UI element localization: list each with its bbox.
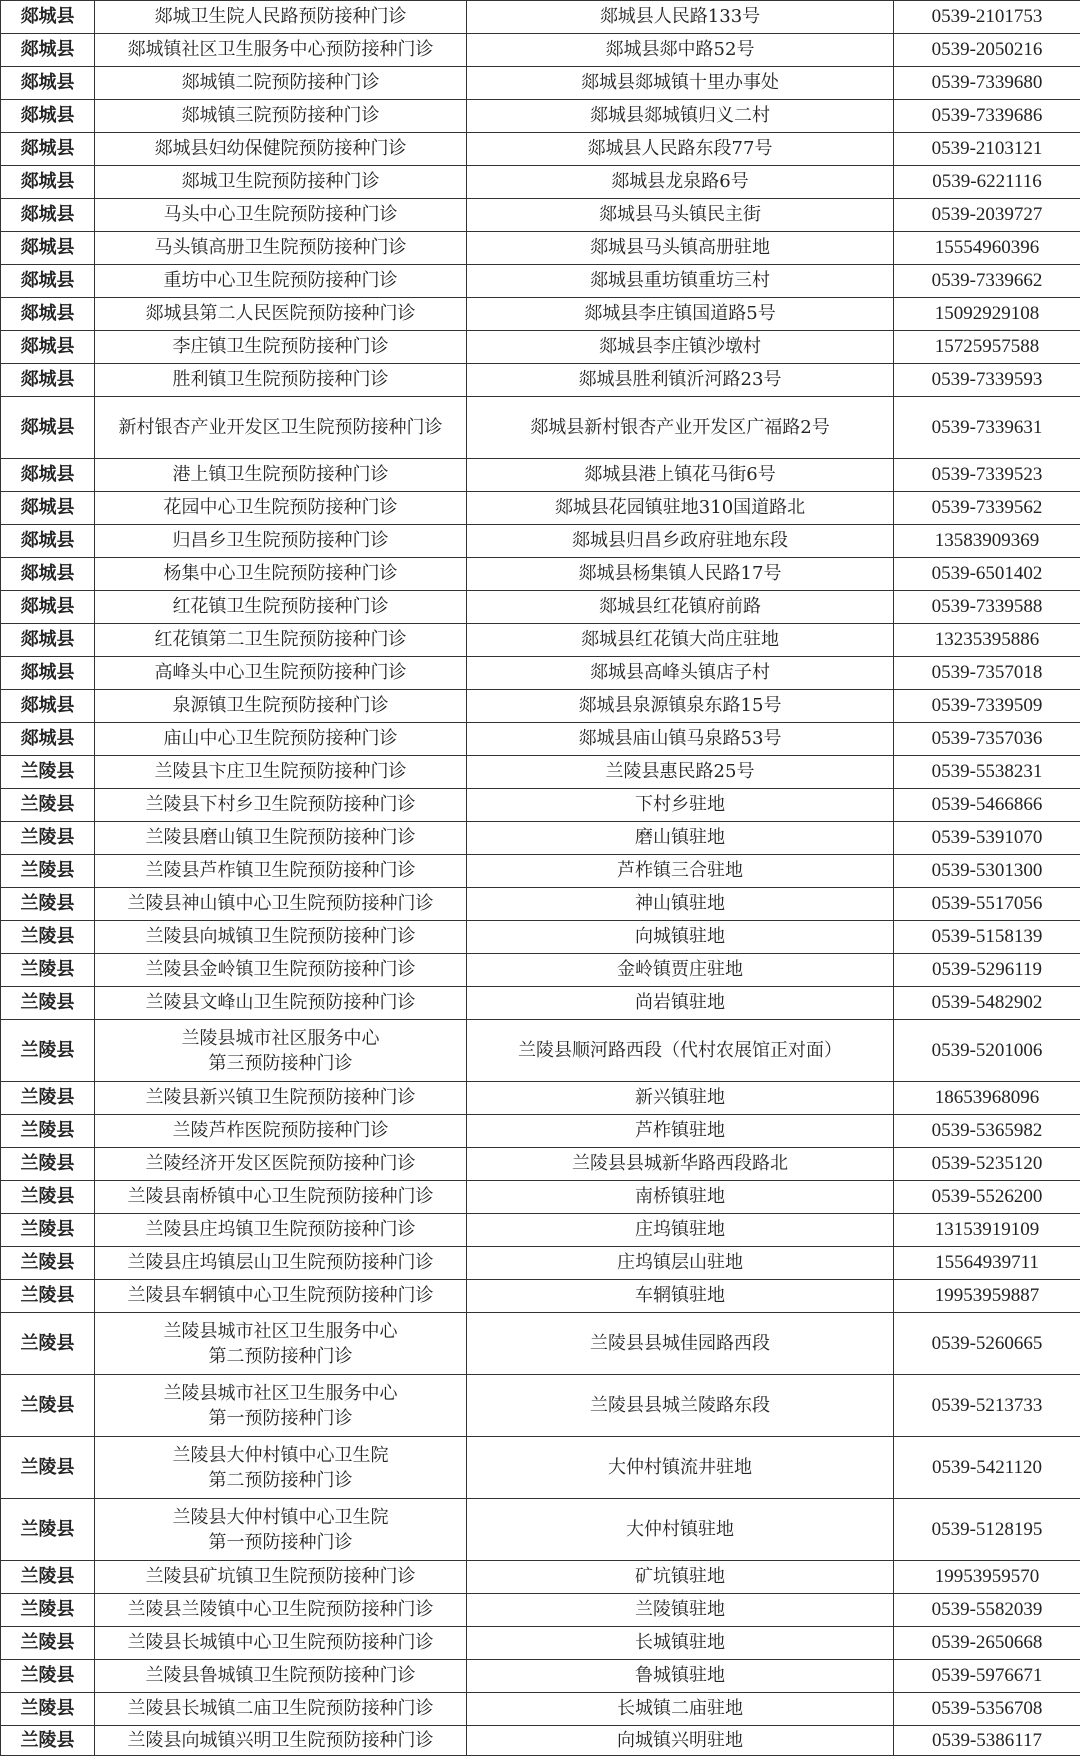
- clinic-name-cell: 兰陵县神山镇中心卫生院预防接种门诊: [95, 888, 467, 921]
- county-cell: 兰陵县: [1, 1214, 95, 1247]
- clinic-name-cell: 红花镇第二卫生院预防接种门诊: [95, 624, 467, 657]
- phone-cell: 0539-5386117: [894, 1726, 1080, 1756]
- county-cell: 郯城县: [1, 525, 95, 558]
- county-cell: 郯城县: [1, 364, 95, 397]
- address-cell: 郯城县高峰头镇店子村: [467, 657, 894, 690]
- clinic-name-cell: [95, 1313, 467, 1375]
- phone-cell: 0539-5213733: [894, 1375, 1080, 1437]
- address-cell: 庄坞镇层山驻地: [467, 1247, 894, 1280]
- clinic-name-cell: 兰陵经济开发区医院预防接种门诊: [95, 1148, 467, 1181]
- clinic-name-cell: 归昌乡卫生院预防接种门诊: [95, 525, 467, 558]
- address-cell: 郯城县龙泉路6号: [467, 166, 894, 199]
- clinic-name-cell: 郯城镇社区卫生服务中心预防接种门诊: [95, 34, 467, 67]
- table-row: [1, 954, 1080, 987]
- table-row: [1, 525, 1080, 558]
- phone-cell: 0539-5976671: [894, 1660, 1080, 1693]
- clinic-name-line: 第二预防接种门诊: [208, 1469, 353, 1491]
- clinic-name-cell: 马头中心卫生院预防接种门诊: [95, 199, 467, 232]
- phone-cell: 13583909369: [894, 525, 1080, 558]
- county-cell: 兰陵县: [1, 1313, 95, 1375]
- table-row: [1, 1693, 1080, 1726]
- phone-cell: 0539-5128195: [894, 1499, 1080, 1561]
- address-cell: 兰陵县县城佳园路西段: [467, 1313, 894, 1375]
- address-cell: 郯城县泉源镇泉东路15号: [467, 690, 894, 723]
- clinic-name-cell: 兰陵县长城镇二庙卫生院预防接种门诊: [95, 1693, 467, 1726]
- phone-cell: 13235395886: [894, 624, 1080, 657]
- address-cell: 郯城县人民路133号: [467, 1, 894, 34]
- phone-cell: 15725957588: [894, 331, 1080, 364]
- table-row: [1, 1, 1080, 34]
- table-row: [1, 1499, 1080, 1561]
- county-cell: 郯城县: [1, 199, 95, 232]
- address-cell: 郯城县杨集镇人民路17号: [467, 558, 894, 591]
- table-row: [1, 364, 1080, 397]
- clinic-name-cell: 郯城卫生院人民路预防接种门诊: [95, 1, 467, 34]
- table-row: [1, 624, 1080, 657]
- phone-cell: 15554960396: [894, 232, 1080, 265]
- phone-cell: 0539-5296119: [894, 954, 1080, 987]
- address-cell: 庄坞镇驻地: [467, 1214, 894, 1247]
- county-cell: 兰陵县: [1, 954, 95, 987]
- clinic-name-cell: 兰陵县磨山镇卫生院预防接种门诊: [95, 822, 467, 855]
- table-row: [1, 657, 1080, 690]
- phone-cell: 18653968096: [894, 1082, 1080, 1115]
- clinic-name-cell: 兰陵县向城镇兴明卫生院预防接种门诊: [95, 1726, 467, 1756]
- table-row: [1, 1247, 1080, 1280]
- table-row: [1, 459, 1080, 492]
- county-cell: 兰陵县: [1, 1594, 95, 1627]
- address-cell: 尚岩镇驻地: [467, 987, 894, 1020]
- clinic-name-cell: 兰陵县卞庄卫生院预防接种门诊: [95, 756, 467, 789]
- phone-cell: 0539-7339686: [894, 100, 1080, 133]
- table-row: [1, 1082, 1080, 1115]
- clinic-name-line: 第一预防接种门诊: [208, 1407, 353, 1429]
- county-cell: 郯城县: [1, 657, 95, 690]
- clinic-name-line: 第二预防接种门诊: [208, 1345, 353, 1367]
- table-row: [1, 1594, 1080, 1627]
- table-row: [1, 591, 1080, 624]
- table-row: [1, 265, 1080, 298]
- county-cell: 郯城县: [1, 265, 95, 298]
- address-cell: 郯城县李庄镇国道路5号: [467, 298, 894, 331]
- address-cell: 矿坑镇驻地: [467, 1561, 894, 1594]
- table-row: [1, 987, 1080, 1020]
- phone-cell: 0539-5538231: [894, 756, 1080, 789]
- phone-cell: 0539-5582039: [894, 1594, 1080, 1627]
- phone-cell: 0539-5466866: [894, 789, 1080, 822]
- table-row: [1, 133, 1080, 166]
- address-cell: 下村乡驻地: [467, 789, 894, 822]
- address-cell: 郯城县红花镇府前路: [467, 591, 894, 624]
- county-cell: 兰陵县: [1, 1247, 95, 1280]
- table-row: [1, 1437, 1080, 1499]
- clinic-name-line: 兰陵县城市社区卫生服务中心: [163, 1320, 398, 1342]
- address-cell: 兰陵县县城新华路西段路北: [467, 1148, 894, 1181]
- county-cell: 兰陵县: [1, 1375, 95, 1437]
- clinic-name-cell: 郯城县妇幼保健院预防接种门诊: [95, 133, 467, 166]
- table-row: [1, 1561, 1080, 1594]
- clinic-name-cell: 兰陵县庄坞镇卫生院预防接种门诊: [95, 1214, 467, 1247]
- table-row: [1, 1020, 1080, 1082]
- clinic-name-cell: 郯城卫生院预防接种门诊: [95, 166, 467, 199]
- clinic-name-cell: 兰陵县鲁城镇卫生院预防接种门诊: [95, 1660, 467, 1693]
- table-row: [1, 558, 1080, 591]
- phone-cell: 0539-7339680: [894, 67, 1080, 100]
- table-row: [1, 34, 1080, 67]
- address-cell: 郯城县胜利镇沂河路23号: [467, 364, 894, 397]
- address-cell: 郯城县归昌乡政府驻地东段: [467, 525, 894, 558]
- address-cell: 郯城县人民路东段77号: [467, 133, 894, 166]
- county-cell: 郯城县: [1, 133, 95, 166]
- address-cell: 向城镇兴明驻地: [467, 1726, 894, 1756]
- table-row: [1, 166, 1080, 199]
- phone-cell: 0539-7339662: [894, 265, 1080, 298]
- address-cell: 兰陵县惠民路25号: [467, 756, 894, 789]
- table-row: [1, 1627, 1080, 1660]
- table-row: [1, 199, 1080, 232]
- clinic-name-cell: 兰陵县车辋镇中心卫生院预防接种门诊: [95, 1280, 467, 1313]
- county-cell: 兰陵县: [1, 921, 95, 954]
- clinic-name-cell: 港上镇卫生院预防接种门诊: [95, 459, 467, 492]
- table-row: [1, 789, 1080, 822]
- clinic-name-cell: 红花镇卫生院预防接种门诊: [95, 591, 467, 624]
- clinic-name-cell: 花园中心卫生院预防接种门诊: [95, 492, 467, 525]
- phone-cell: 0539-2103121: [894, 133, 1080, 166]
- county-cell: 郯城县: [1, 690, 95, 723]
- address-cell: 大仲村镇流井驻地: [467, 1437, 894, 1499]
- table-row: [1, 232, 1080, 265]
- address-cell: 郯城县马头镇高册驻地: [467, 232, 894, 265]
- address-cell: 芦柞镇三合驻地: [467, 855, 894, 888]
- address-cell: 兰陵县顺河路西段（代村农展馆正对面）: [467, 1020, 894, 1082]
- phone-cell: 0539-5526200: [894, 1181, 1080, 1214]
- table-row: [1, 822, 1080, 855]
- table-row: [1, 690, 1080, 723]
- table-row: [1, 1726, 1080, 1756]
- clinic-name-cell: 兰陵芦柞医院预防接种门诊: [95, 1115, 467, 1148]
- clinic-name-line: 兰陵县大仲村镇中心卫生院: [172, 1506, 389, 1528]
- clinic-name-cell: 兰陵县下村乡卫生院预防接种门诊: [95, 789, 467, 822]
- phone-cell: 0539-2050216: [894, 34, 1080, 67]
- address-cell: 长城镇驻地: [467, 1627, 894, 1660]
- table-row: [1, 1214, 1080, 1247]
- table-row: [1, 723, 1080, 756]
- table-row: [1, 1181, 1080, 1214]
- phone-cell: 0539-5260665: [894, 1313, 1080, 1375]
- clinic-name-line: 第一预防接种门诊: [208, 1531, 353, 1553]
- county-cell: 郯城县: [1, 166, 95, 199]
- address-cell: 鲁城镇驻地: [467, 1660, 894, 1693]
- clinic-name-cell: 兰陵县矿坑镇卫生院预防接种门诊: [95, 1561, 467, 1594]
- phone-cell: 0539-7339631: [894, 397, 1080, 459]
- county-cell: 兰陵县: [1, 1499, 95, 1561]
- address-cell: 金岭镇贾庄驻地: [467, 954, 894, 987]
- clinic-name-cell: 庙山中心卫生院预防接种门诊: [95, 723, 467, 756]
- clinic-name-line: 兰陵县城市社区服务中心: [181, 1027, 380, 1049]
- address-cell: 郯城县红花镇大尚庄驻地: [467, 624, 894, 657]
- county-cell: 郯城县: [1, 591, 95, 624]
- county-cell: 郯城县: [1, 67, 95, 100]
- address-cell: 大仲村镇驻地: [467, 1499, 894, 1561]
- address-cell: 南桥镇驻地: [467, 1181, 894, 1214]
- phone-cell: 0539-5356708: [894, 1693, 1080, 1726]
- phone-cell: 0539-2039727: [894, 199, 1080, 232]
- county-cell: 兰陵县: [1, 1148, 95, 1181]
- clinic-name-line: 第三预防接种门诊: [208, 1052, 353, 1074]
- county-cell: 兰陵县: [1, 1693, 95, 1726]
- address-cell: 郯城县新村银杏产业开发区广福路2号: [467, 397, 894, 459]
- address-cell: 长城镇二庙驻地: [467, 1693, 894, 1726]
- address-cell: 郯城县重坊镇重坊三村: [467, 265, 894, 298]
- phone-cell: 0539-2101753: [894, 1, 1080, 34]
- county-cell: 兰陵县: [1, 756, 95, 789]
- table-row: [1, 1660, 1080, 1693]
- address-cell: 郯城县港上镇花马街6号: [467, 459, 894, 492]
- table-row: [1, 298, 1080, 331]
- clinic-name-cell: 兰陵县文峰山卫生院预防接种门诊: [95, 987, 467, 1020]
- county-cell: 兰陵县: [1, 1437, 95, 1499]
- county-cell: 郯城县: [1, 624, 95, 657]
- clinic-name-line: 兰陵县大仲村镇中心卫生院: [172, 1444, 389, 1466]
- county-cell: 郯城县: [1, 397, 95, 459]
- clinic-name-cell: 重坊中心卫生院预防接种门诊: [95, 265, 467, 298]
- clinic-name-cell: 胜利镇卫生院预防接种门诊: [95, 364, 467, 397]
- address-cell: 郯城县郯中路52号: [467, 34, 894, 67]
- address-cell: 芦柞镇驻地: [467, 1115, 894, 1148]
- address-cell: 郯城县庙山镇马泉路53号: [467, 723, 894, 756]
- county-cell: 兰陵县: [1, 1181, 95, 1214]
- clinic-name-cell: 兰陵县兰陵镇中心卫生院预防接种门诊: [95, 1594, 467, 1627]
- clinic-name-cell: 兰陵县庄坞镇层山卫生院预防接种门诊: [95, 1247, 467, 1280]
- phone-cell: 0539-2650668: [894, 1627, 1080, 1660]
- phone-cell: 19953959570: [894, 1561, 1080, 1594]
- county-cell: 兰陵县: [1, 1082, 95, 1115]
- clinic-name-cell: [95, 1375, 467, 1437]
- table-row: [1, 756, 1080, 789]
- county-cell: 郯城县: [1, 34, 95, 67]
- table-row: [1, 397, 1080, 459]
- address-cell: 郯城县郯城镇十里办事处: [467, 67, 894, 100]
- phone-cell: 13153919109: [894, 1214, 1080, 1247]
- clinic-name-line: 兰陵县城市社区卫生服务中心: [163, 1382, 398, 1404]
- county-cell: 兰陵县: [1, 822, 95, 855]
- phone-cell: 0539-5301300: [894, 855, 1080, 888]
- clinic-name-cell: [95, 1020, 467, 1082]
- phone-cell: 0539-5365982: [894, 1115, 1080, 1148]
- clinic-name-cell: 李庄镇卫生院预防接种门诊: [95, 331, 467, 364]
- clinic-name-cell: 兰陵县南桥镇中心卫生院预防接种门诊: [95, 1181, 467, 1214]
- address-cell: 新兴镇驻地: [467, 1082, 894, 1115]
- table-row: [1, 1280, 1080, 1313]
- county-cell: 郯城县: [1, 558, 95, 591]
- table-row: [1, 1115, 1080, 1148]
- phone-cell: 0539-5235120: [894, 1148, 1080, 1181]
- county-cell: 兰陵县: [1, 987, 95, 1020]
- county-cell: 兰陵县: [1, 789, 95, 822]
- address-cell: 郯城县李庄镇沙墩村: [467, 331, 894, 364]
- county-cell: 郯城县: [1, 723, 95, 756]
- clinic-name-cell: 兰陵县向城镇卫生院预防接种门诊: [95, 921, 467, 954]
- phone-cell: 0539-7339593: [894, 364, 1080, 397]
- county-cell: 兰陵县: [1, 1627, 95, 1660]
- phone-cell: 0539-7339588: [894, 591, 1080, 624]
- clinic-name-cell: 泉源镇卫生院预防接种门诊: [95, 690, 467, 723]
- phone-cell: 0539-5158139: [894, 921, 1080, 954]
- table-row: [1, 67, 1080, 100]
- table-row: [1, 855, 1080, 888]
- county-cell: 兰陵县: [1, 1280, 95, 1313]
- phone-cell: 15564939711: [894, 1247, 1080, 1280]
- address-cell: 郯城县马头镇民主街: [467, 199, 894, 232]
- phone-cell: 0539-5391070: [894, 822, 1080, 855]
- county-cell: 兰陵县: [1, 1561, 95, 1594]
- clinic-name-cell: 新村银杏产业开发区卫生院预防接种门诊: [95, 397, 467, 459]
- phone-cell: 0539-7339562: [894, 492, 1080, 525]
- phone-cell: 0539-7357018: [894, 657, 1080, 690]
- phone-cell: 0539-5482902: [894, 987, 1080, 1020]
- clinic-name-cell: 郯城镇二院预防接种门诊: [95, 67, 467, 100]
- county-cell: 郯城县: [1, 232, 95, 265]
- county-cell: 郯城县: [1, 1, 95, 34]
- address-cell: 车辋镇驻地: [467, 1280, 894, 1313]
- clinic-name-cell: 高峰头中心卫生院预防接种门诊: [95, 657, 467, 690]
- phone-cell: 19953959887: [894, 1280, 1080, 1313]
- table-body: [1, 1, 1080, 1756]
- phone-cell: 0539-5517056: [894, 888, 1080, 921]
- table-row: [1, 1148, 1080, 1181]
- clinic-name-cell: [95, 1499, 467, 1561]
- phone-cell: 0539-7357036: [894, 723, 1080, 756]
- county-cell: 郯城县: [1, 100, 95, 133]
- county-cell: 郯城县: [1, 492, 95, 525]
- table-row: [1, 1375, 1080, 1437]
- table-row: [1, 492, 1080, 525]
- address-cell: 向城镇驻地: [467, 921, 894, 954]
- county-cell: 兰陵县: [1, 855, 95, 888]
- clinic-name-cell: [95, 1437, 467, 1499]
- phone-cell: 0539-7339509: [894, 690, 1080, 723]
- clinic-name-cell: 兰陵县长城镇中心卫生院预防接种门诊: [95, 1627, 467, 1660]
- phone-cell: 15092929108: [894, 298, 1080, 331]
- county-cell: 郯城县: [1, 459, 95, 492]
- county-cell: 兰陵县: [1, 1726, 95, 1756]
- phone-cell: 0539-7339523: [894, 459, 1080, 492]
- phone-cell: 0539-6501402: [894, 558, 1080, 591]
- phone-cell: 0539-5421120: [894, 1437, 1080, 1499]
- table-row: [1, 888, 1080, 921]
- county-cell: 兰陵县: [1, 1020, 95, 1082]
- address-cell: 兰陵镇驻地: [467, 1594, 894, 1627]
- clinic-name-cell: 马头镇高册卫生院预防接种门诊: [95, 232, 467, 265]
- address-cell: 神山镇驻地: [467, 888, 894, 921]
- clinic-name-cell: 杨集中心卫生院预防接种门诊: [95, 558, 467, 591]
- address-cell: 郯城县郯城镇归义二村: [467, 100, 894, 133]
- clinic-name-cell: 郯城镇三院预防接种门诊: [95, 100, 467, 133]
- clinic-name-cell: 兰陵县芦柞镇卫生院预防接种门诊: [95, 855, 467, 888]
- phone-cell: 0539-5201006: [894, 1020, 1080, 1082]
- table-row: [1, 331, 1080, 364]
- county-cell: 兰陵县: [1, 1660, 95, 1693]
- table-row: [1, 100, 1080, 133]
- address-cell: 磨山镇驻地: [467, 822, 894, 855]
- clinic-name-cell: 兰陵县新兴镇卫生院预防接种门诊: [95, 1082, 467, 1115]
- county-cell: 兰陵县: [1, 1115, 95, 1148]
- county-cell: 郯城县: [1, 298, 95, 331]
- table-row: [1, 921, 1080, 954]
- county-cell: 郯城县: [1, 331, 95, 364]
- address-cell: 郯城县花园镇驻地310国道路北: [467, 492, 894, 525]
- table-row: [1, 1313, 1080, 1375]
- clinic-name-cell: 兰陵县金岭镇卫生院预防接种门诊: [95, 954, 467, 987]
- clinic-name-cell: 郯城县第二人民医院预防接种门诊: [95, 298, 467, 331]
- phone-cell: 0539-6221116: [894, 166, 1080, 199]
- address-cell: 兰陵县县城兰陵路东段: [467, 1375, 894, 1437]
- county-cell: 兰陵县: [1, 888, 95, 921]
